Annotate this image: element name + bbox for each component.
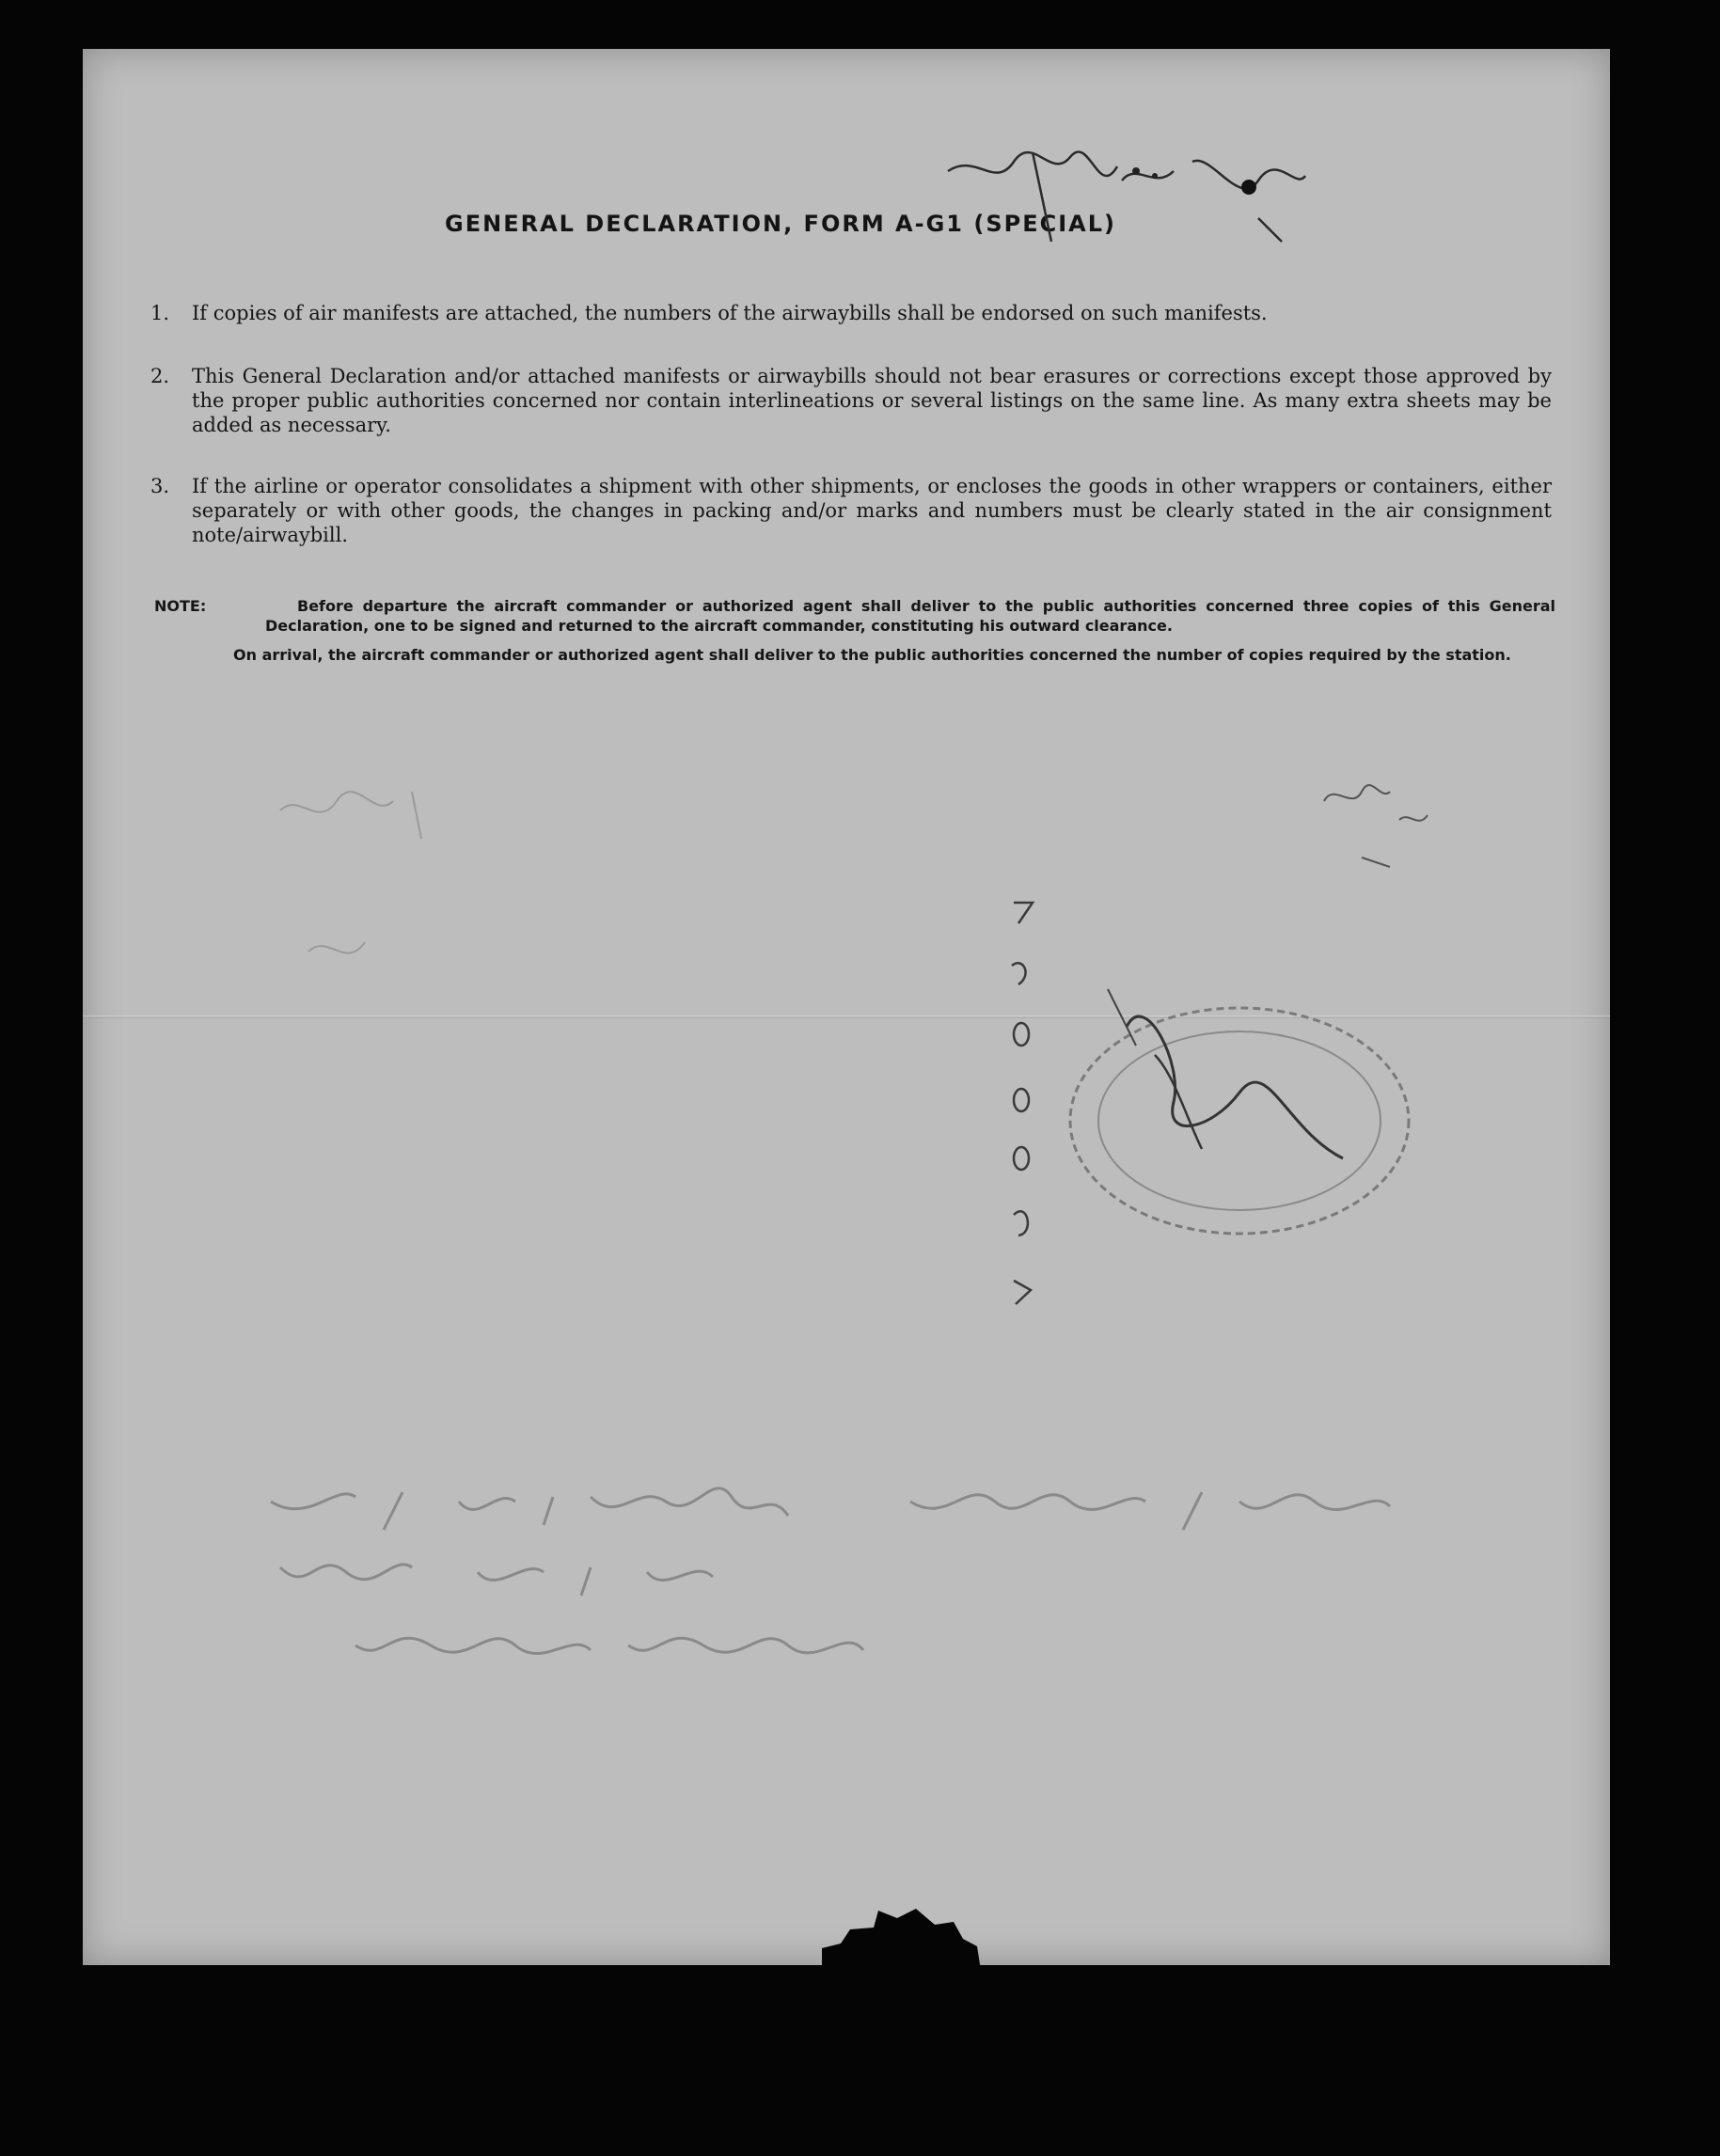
vertical-handwritten-number (1012, 903, 1033, 1304)
note-paragraph-arrival: On arrival, the aircraft commander or authorized agent shall deliver to the public authorities concerned the number of copies required by the station. (233, 646, 1511, 664)
instruction-number: 1. (150, 302, 170, 324)
note-paragraph-departure: Before departure the aircraft commander or authorized agent shall deliver to the public authorities concerned three copies of this General Declaration, one to be signed and returned to the aircraft commander, constituting his outward clearance. (265, 597, 1555, 635)
instruction-item-2 (150, 364, 1552, 437)
bleed-through-marks (280, 792, 421, 953)
note-label: NOTE: (154, 597, 207, 615)
instruction-number: 3. (150, 475, 170, 497)
instruction-text: If the airline or operator consolidates a shipment with other shipments, or encloses the goods in other wrappers or containers, either separately or with other goods, the changes in packing and/or marks and numbers must be clearly stated in the air consignment note/airwaybill. (192, 475, 1552, 546)
instruction-item-1 (150, 301, 1552, 325)
pencil-initials (1324, 785, 1428, 867)
instruction-number: 2. (150, 365, 170, 387)
document-page (83, 49, 1610, 1965)
bleed-through-handwriting-line-3 (346, 1617, 873, 1692)
torn-paper-edge (822, 1901, 991, 2014)
bleed-through-handwriting-line-2 (233, 1549, 722, 1613)
official-stamp (1070, 989, 1409, 1234)
instruction-item-3 (150, 474, 1552, 547)
bleed-through-handwriting-line-4 (892, 1478, 1399, 1543)
form-title-text: GENERAL DECLARATION, FORM A-G1 (SPECIAL) (445, 211, 1116, 237)
form-title (83, 211, 1610, 237)
ink-blot (1241, 180, 1256, 195)
instruction-text: This General Declaration and/or attached manifests or airwaybills should not bear erasures or corrections except those approved by the proper public authorities concerned nor contain interlineations or several listings on the same line. As many extra sheets may be added as necessary. (192, 365, 1552, 436)
note-block (154, 596, 1555, 665)
instruction-text: If copies of air manifests are attached, the numbers of the airwaybills shall be endorsed on such manifests. (192, 302, 1268, 324)
bleed-through-handwriting-line-1 (233, 1478, 797, 1543)
paper-fold-line (83, 1015, 1610, 1018)
